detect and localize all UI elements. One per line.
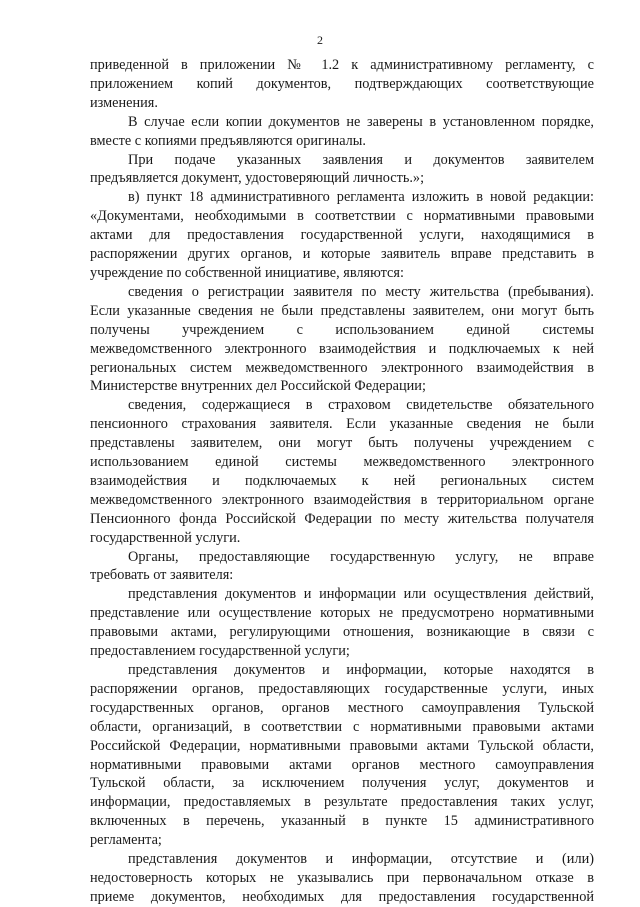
text-line: Российской Федерации, нормативными правовыми актами Тульской области, — [90, 737, 594, 754]
page-number: 2 — [317, 33, 323, 47]
text-line: Если указанные сведения не были представлены заявителем, они могут быть — [90, 302, 594, 319]
text-line: представления документов и информации, отсутствие и (или) — [128, 851, 594, 868]
document-body — [90, 56, 594, 907]
text-line: сведения, содержащиеся в страховом свидетельстве обязательного — [128, 397, 594, 414]
text-line: актами для предоставления государственной услуги, находящимися в — [90, 227, 594, 244]
text-line: представления документов и информации, которые находятся в — [128, 662, 594, 678]
text-line: включенных в перечень, указанный в пункте 15 административного — [90, 813, 594, 830]
text-line: использованием единой системы межведомственного электронного — [90, 454, 594, 471]
text-line: В случае если копии документов не заверены в установленном порядке, — [128, 113, 594, 130]
text-line: в) пункт 18 административного регламента изложить в новой редакции: — [128, 189, 594, 206]
text-line: межведомственного электронного взаимодействия и подключаемых к ней — [90, 340, 594, 357]
text-line: вместе с копиями предъявляются оригиналы. — [90, 132, 366, 149]
text-line: При подаче указанных заявления и документов заявителем — [128, 151, 594, 168]
text-line: приеме документов, необходимых для предоставления государственной — [90, 888, 594, 905]
text-line: правовыми актами, регулирующими отношения, возникающие в связи с — [90, 624, 594, 641]
text-line: представление или осуществление которых не предусмотрено нормативными — [90, 605, 594, 622]
text-line: нормативными правовыми актами органов местного самоуправления — [90, 756, 594, 773]
text-line: регламента; — [90, 832, 162, 849]
text-line: предъявляется документ, удостоверяющий личность.»; — [90, 170, 425, 187]
text-line: государственных органов, органов местного самоуправления Тульской — [90, 699, 594, 716]
text-line: региональных систем межведомственного электронного взаимодействия в — [90, 359, 594, 376]
text-line: изменения. — [90, 94, 158, 111]
text-line: предоставлением государственной услуги; — [90, 643, 350, 660]
text-line: области, организаций, в соответствии с нормативными правовыми актами — [90, 718, 594, 735]
text-line: государственной услуги. — [90, 529, 241, 546]
text-line: Органы, предоставляющие государственную услугу, не вправе — [128, 548, 594, 565]
text-line: сведения о регистрации заявителя по месту жительства (пребывания). — [128, 283, 594, 300]
text-line: недостоверность которых не указывались при первоначальном отказе в — [90, 869, 594, 886]
text-line: «Документами, необходимыми в соответствии с нормативными правовыми — [90, 208, 594, 225]
text-line: приведенной в приложении № 1.2 к административному регламенту, с — [90, 57, 594, 73]
text-line: информации, предоставляемых в результате предоставления таких услуг, — [90, 794, 594, 811]
text-line: представлены заявителем, они могут быть получены учреждением с — [90, 435, 594, 452]
text-line: Министерстве внутренних дел Российской Федерации; — [90, 378, 426, 395]
text-line: межведомственного электронного взаимодействия в территориальном органе — [90, 491, 594, 508]
text-line: Тульской области, за исключением получения услуг, документов и — [90, 775, 594, 792]
text-line: требовать от заявителя: — [90, 567, 234, 584]
text-line: получены учреждением с использованием единой системы — [90, 321, 594, 338]
text-line: распоряжении органов, предоставляющих государственные услуги, иных — [90, 680, 594, 697]
text-line: представления документов и информации или осуществления действий, — [128, 586, 594, 603]
text-line: пенсионного страхования заявителя. Если указанные сведения не были — [90, 416, 594, 433]
text-line: приложением копий документов, подтверждающих соответствующие — [90, 75, 594, 92]
text-line: учреждение по собственной инициативе, являются: — [90, 264, 404, 281]
text-line: Пенсионного фонда Российской Федерации по месту жительства получателя — [90, 510, 594, 527]
text-line: взаимодействия и подключаемых к ней региональных систем — [90, 472, 594, 489]
text-line: распоряжении других органов, и которые заявитель вправе представить в — [90, 246, 594, 263]
